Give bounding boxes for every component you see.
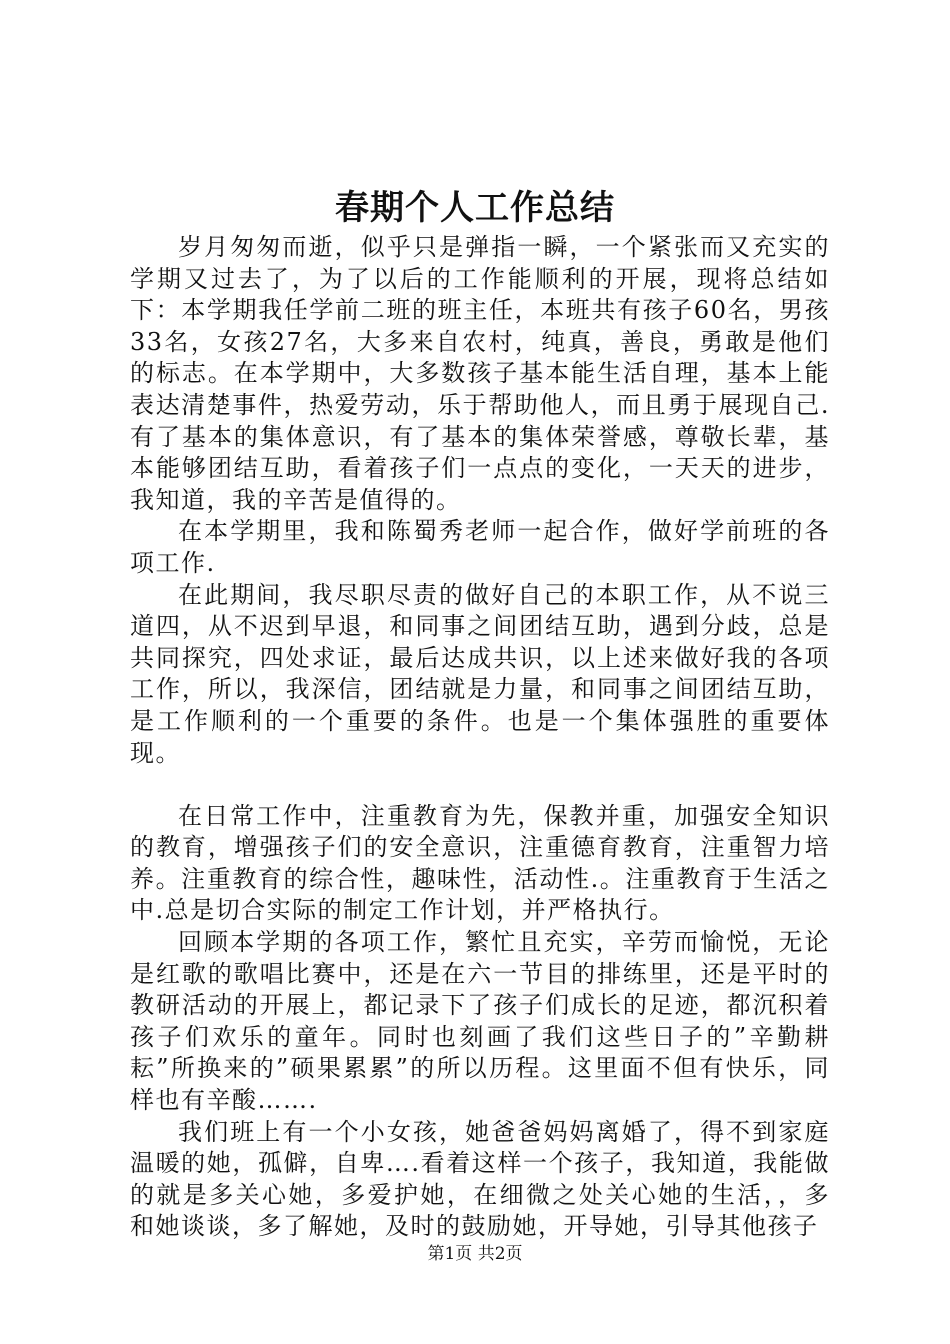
paragraph-girl-story: 我们班上有一个小女孩，她爸爸妈妈离婚了，得不到家庭温暖的她，孤僻，自卑….看着这样一个孩子，我知道，我能做的就是多关心她，多爱护她，在细微之处关心她的生活，，多和她谈谈，多了解她，及时的鼓励她，开导她，引导其他孩子 <box>130 1117 830 1241</box>
paragraph-intro: 岁月匆匆而逝，似乎只是弹指一瞬，一个紧张而又充实的学期又过去了，为了以后的工作能顺利的开展，现将总结如下：本学期我任学前二班的班主任，本班共有孩子60名，男孩33名，女孩27名，大多来自农村，纯真，善良，勇敢是他们的标志。在本学期中，大多数孩子基本能生活自理，基本上能表达清楚事件，热爱劳动，乐于帮助他人，而且勇于展现自己.有了基本的集体意识，有了基本的集体荣誉感，尊敬长辈，基本能够团结互助，看着孩子们一点点的变化，一天天的进步，我知道，我的辛苦是值得的。 <box>130 233 830 514</box>
page-number-footer: 第1页 共2页 <box>427 1244 523 1264</box>
paragraph-cooperation: 在本学期里，我和陈蜀秀老师一起合作，做好学前班的各项工作. <box>130 517 830 577</box>
paragraph-review: 回顾本学期的各项工作，繁忙且充实，辛劳而愉悦，无论是红歌的歌唱比赛中，还是在六一节目的排练里，还是平时的教研活动的开展上，都记录下了孩子们成长的足迹，都沉积着孩子们欢乐的童年。同时也刻画了我们这些日子的”辛勤耕耘”所换来的”硕果累累”的所以历程。这里面不但有快乐，同样也有辛酸……. <box>130 928 830 1115</box>
paragraph-daily-work: 在日常工作中，注重教育为先，保教并重，加强安全知识的教育，增强孩子们的安全意识，注重德育教育，注重智力培养。注重教育的综合性，趣味性，活动性.。注重教育于生活之中.总是切合实际的制定工作计划，并严格执行。 <box>130 801 830 925</box>
document-body <box>130 232 830 1243</box>
document-title: 春期个人工作总结 <box>335 188 615 228</box>
paragraph-duty: 在此期间，我尽职尽责的做好自己的本职工作，从不说三道四，从不迟到早退，和同事之间团结互助，遇到分歧，总是共同探究，四处求证，最后达成共识，以上述来做好我的各项工作，所以，我深信，团结就是力量，和同事之间团结互助，是工作顺利的一个重要的条件。也是一个集体强胜的重要体现。 <box>130 580 830 767</box>
